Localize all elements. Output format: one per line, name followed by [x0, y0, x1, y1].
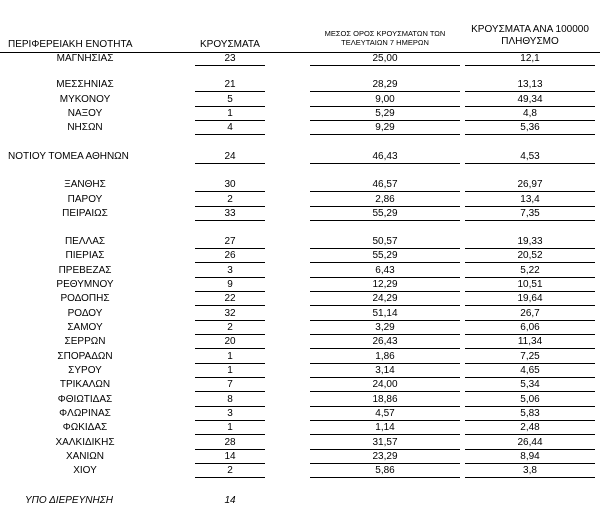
table-row [0, 278, 600, 292]
table-row [0, 193, 600, 207]
average-cell: 50,57 [372, 236, 398, 247]
average-cell-rule [310, 391, 460, 392]
cases-cell: 14 [224, 451, 236, 462]
per-100000-cell-rule [465, 91, 595, 92]
region-cell: ΝΗΣΩΝ [67, 122, 103, 133]
column-header-average [300, 29, 470, 47]
average-cell: 4,57 [375, 408, 395, 419]
table-row [0, 178, 600, 192]
table-row [0, 52, 600, 66]
cases-cell: 20 [224, 336, 236, 347]
table-row [0, 321, 600, 335]
average-cell: 25,00 [372, 53, 398, 64]
average-cell: 55,29 [372, 250, 398, 261]
region-cell: ΡΟΔΟΠΗΣ [60, 293, 110, 304]
average-cell-rule [310, 348, 460, 349]
cases-cell-rule [195, 305, 265, 306]
column-header-per-line2: ΠΛΗΘΥΣΜΟ [501, 36, 559, 47]
average-cell: 46,43 [372, 151, 398, 162]
region-cell: ΦΛΩΡΙΝΑΣ [59, 408, 111, 419]
per-100000-cell: 26,44 [517, 437, 543, 448]
per-100000-cell: 10,51 [517, 279, 543, 290]
table-row [0, 235, 600, 249]
table-row [0, 121, 600, 135]
per-100000-cell: 11,34 [517, 336, 543, 347]
average-cell: 3,14 [375, 365, 395, 376]
region-cell: ΦΘΙΩΤΙΔΑΣ [57, 394, 113, 405]
cases-cell: 1 [227, 108, 233, 119]
cases-cell: 1 [227, 351, 233, 362]
per-100000-cell: 8,94 [520, 451, 540, 462]
per-100000-cell: 4,8 [523, 108, 537, 119]
per-100000-cell: 13,13 [517, 79, 543, 90]
average-cell: 24,29 [372, 293, 398, 304]
region-cell: ΠΡΕΒΕΖΑΣ [58, 265, 112, 276]
region-cell: ΧΑΝΙΩΝ [65, 451, 105, 462]
region-cell: ΣΑΜΟΥ [67, 322, 103, 333]
table-row [0, 450, 600, 464]
cases-cell: 33 [224, 208, 236, 219]
cases-cell: 7 [227, 379, 233, 390]
cases-cell: 9 [227, 279, 233, 290]
average-cell: 1,86 [375, 351, 395, 362]
per-100000-cell: 5,83 [520, 408, 540, 419]
per-100000-cell: 20,52 [517, 250, 543, 261]
region-cell: ΣΥΡΟΥ [68, 365, 102, 376]
per-100000-cell: 7,35 [520, 208, 540, 219]
per-100000-cell: 4,65 [520, 365, 540, 376]
per-100000-cell: 2,48 [520, 422, 540, 433]
cases-cell-rule [195, 477, 265, 478]
region-cell: ΦΩΚΙΔΑΣ [62, 422, 108, 433]
cases-cell-rule [195, 220, 265, 221]
average-cell: 1,14 [375, 422, 395, 433]
average-cell-rule [310, 65, 460, 66]
table-row [0, 292, 600, 306]
cases-cell-rule [195, 391, 265, 392]
cases-cell: 22 [224, 293, 236, 304]
average-cell: 31,57 [372, 437, 398, 448]
per-100000-cell-rule [465, 305, 595, 306]
per-100000-cell-rule [465, 348, 595, 349]
average-cell: 9,29 [375, 122, 395, 133]
table-row [0, 393, 600, 407]
table-row [0, 78, 600, 92]
average-cell-rule [310, 434, 460, 435]
cases-cell: 3 [227, 408, 233, 419]
region-cell: ΤΡΙΚΑΛΩΝ [59, 379, 111, 390]
average-cell: 26,43 [372, 336, 398, 347]
table-row [0, 249, 600, 263]
per-100000-cell-rule [465, 477, 595, 478]
column-header-region: ΠΕΡΙΦΕΡΕΙΑΚΗ ΕΝΟΤΗΤΑ [8, 39, 133, 50]
footer-region: ΥΠΟ ΔΙΕΡΕΥΝΗΣΗ [25, 495, 113, 506]
column-header-cases: ΚΡΟΥΣΜΑΤΑ [200, 39, 260, 50]
table-row [0, 150, 600, 164]
cases-cell: 2 [227, 322, 233, 333]
average-cell-rule [310, 163, 460, 164]
region-cell: ΜΕΣΣΗΝΙΑΣ [56, 79, 114, 90]
average-cell: 51,14 [372, 308, 398, 319]
region-cell: ΣΕΡΡΩΝ [64, 336, 106, 347]
table-row [0, 264, 600, 278]
per-100000-cell: 4,53 [520, 151, 540, 162]
cases-cell-rule [195, 91, 265, 92]
table-row [0, 107, 600, 121]
column-header-per-line1: ΚΡΟΥΣΜΑΤΑ ΑΝΑ 100000 [471, 24, 589, 35]
region-cell: ΠΑΡΟΥ [67, 194, 103, 205]
average-cell: 46,57 [372, 179, 398, 190]
average-cell-rule [310, 305, 460, 306]
table-row [0, 378, 600, 392]
cases-cell: 21 [224, 79, 236, 90]
footer-row [0, 494, 600, 508]
cases-cell-rule [195, 191, 265, 192]
average-cell-rule [310, 477, 460, 478]
per-100000-cell: 3,8 [523, 465, 537, 476]
average-cell-rule [310, 191, 460, 192]
per-100000-cell: 5,06 [520, 394, 540, 405]
footer-cases: 14 [224, 495, 236, 506]
average-cell: 6,43 [375, 265, 395, 276]
average-cell: 2,86 [375, 194, 395, 205]
cases-cell: 24 [224, 151, 236, 162]
cases-cell: 30 [224, 179, 236, 190]
per-100000-cell: 26,7 [520, 308, 540, 319]
average-cell: 24,00 [372, 379, 398, 390]
region-cell: ΞΑΝΘΗΣ [64, 179, 106, 190]
region-cell: ΜΑΓΝΗΣΙΑΣ [56, 53, 114, 64]
cases-cell: 23 [224, 53, 236, 64]
per-100000-cell: 26,97 [517, 179, 543, 190]
region-cell: ΠΕΛΛΑΣ [64, 236, 106, 247]
per-100000-cell: 7,25 [520, 351, 540, 362]
average-cell: 5,29 [375, 108, 395, 119]
cases-cell: 4 [227, 122, 233, 133]
table-row [0, 421, 600, 435]
average-cell: 28,29 [372, 79, 398, 90]
per-100000-cell-rule [465, 65, 595, 66]
cases-cell-rule [195, 348, 265, 349]
cases-cell: 2 [227, 194, 233, 205]
cases-cell: 1 [227, 422, 233, 433]
per-100000-cell-rule [465, 262, 595, 263]
table-row [0, 307, 600, 321]
cases-cell-rule [195, 434, 265, 435]
column-header-per-100000 [465, 24, 595, 48]
cases-cell-rule [195, 262, 265, 263]
cases-cell: 26 [224, 250, 236, 261]
per-100000-cell-rule [465, 191, 595, 192]
per-100000-cell-rule [465, 134, 595, 135]
region-cell: ΠΙΕΡΙΑΣ [65, 250, 105, 261]
region-cell: ΣΠΟΡΑΔΩΝ [57, 351, 113, 362]
table-row [0, 350, 600, 364]
cases-cell: 32 [224, 308, 236, 319]
per-100000-cell: 19,33 [517, 236, 543, 247]
average-cell: 55,29 [372, 208, 398, 219]
per-100000-cell: 49,34 [517, 94, 543, 105]
column-header-average-line1: ΜΕΣΟΣ ΟΡΟΣ ΚΡΟΥΣΜΑΤΩΝ ΤΩΝ [324, 29, 446, 38]
average-cell-rule [310, 134, 460, 135]
cases-cell: 3 [227, 265, 233, 276]
per-100000-cell: 12,1 [520, 53, 540, 64]
region-cell: ΡΕΘΥΜΝΟΥ [56, 279, 114, 290]
per-100000-cell-rule [465, 434, 595, 435]
table-row [0, 407, 600, 421]
table-row [0, 436, 600, 450]
average-cell: 3,29 [375, 322, 395, 333]
per-100000-cell: 6,06 [520, 322, 540, 333]
cases-cell: 5 [227, 94, 233, 105]
average-cell: 23,29 [372, 451, 398, 462]
cases-cell: 28 [224, 437, 236, 448]
cases-cell: 2 [227, 465, 233, 476]
average-cell: 9,00 [375, 94, 395, 105]
region-cell: ΡΟΔΟΥ [67, 308, 103, 319]
average-cell: 18,86 [372, 394, 398, 405]
per-100000-cell: 13,4 [520, 194, 540, 205]
region-cell: ΝΑΞΟΥ [67, 108, 103, 119]
per-100000-cell: 19,64 [517, 293, 543, 304]
cases-cell: 8 [227, 394, 233, 405]
average-cell-rule [310, 220, 460, 221]
per-100000-cell-rule [465, 220, 595, 221]
region-cell: ΧΑΛΚΙΔΙΚΗΣ [55, 437, 115, 448]
cases-cell: 1 [227, 365, 233, 376]
table-row [0, 335, 600, 349]
per-100000-cell: 5,36 [520, 122, 540, 133]
column-header-average-line2: ΤΕΛΕΥΤΑΙΩΝ 7 ΗΜΕΡΩΝ [341, 38, 429, 47]
region-cell: ΧΙΟΥ [73, 465, 97, 476]
region-cell: ΠΕΙΡΑΙΩΣ [62, 208, 108, 219]
per-100000-cell-rule [465, 163, 595, 164]
table-row [0, 364, 600, 378]
average-cell-rule [310, 91, 460, 92]
table-row [0, 464, 600, 478]
average-cell-rule [310, 262, 460, 263]
table-row [0, 93, 600, 107]
average-cell: 5,86 [375, 465, 395, 476]
cases-cell-rule [195, 163, 265, 164]
cases-cell: 27 [224, 236, 236, 247]
cases-cell-rule [195, 65, 265, 66]
region-cell: ΜΥΚΟΝΟΥ [59, 94, 111, 105]
region-cell: ΝΟΤΙΟΥ ΤΟΜΕΑ ΑΘΗΝΩΝ [8, 151, 129, 162]
cases-cell-rule [195, 134, 265, 135]
per-100000-cell: 5,22 [520, 265, 540, 276]
per-100000-cell: 5,34 [520, 379, 540, 390]
per-100000-cell-rule [465, 391, 595, 392]
average-cell: 12,29 [372, 279, 398, 290]
table-row [0, 207, 600, 221]
